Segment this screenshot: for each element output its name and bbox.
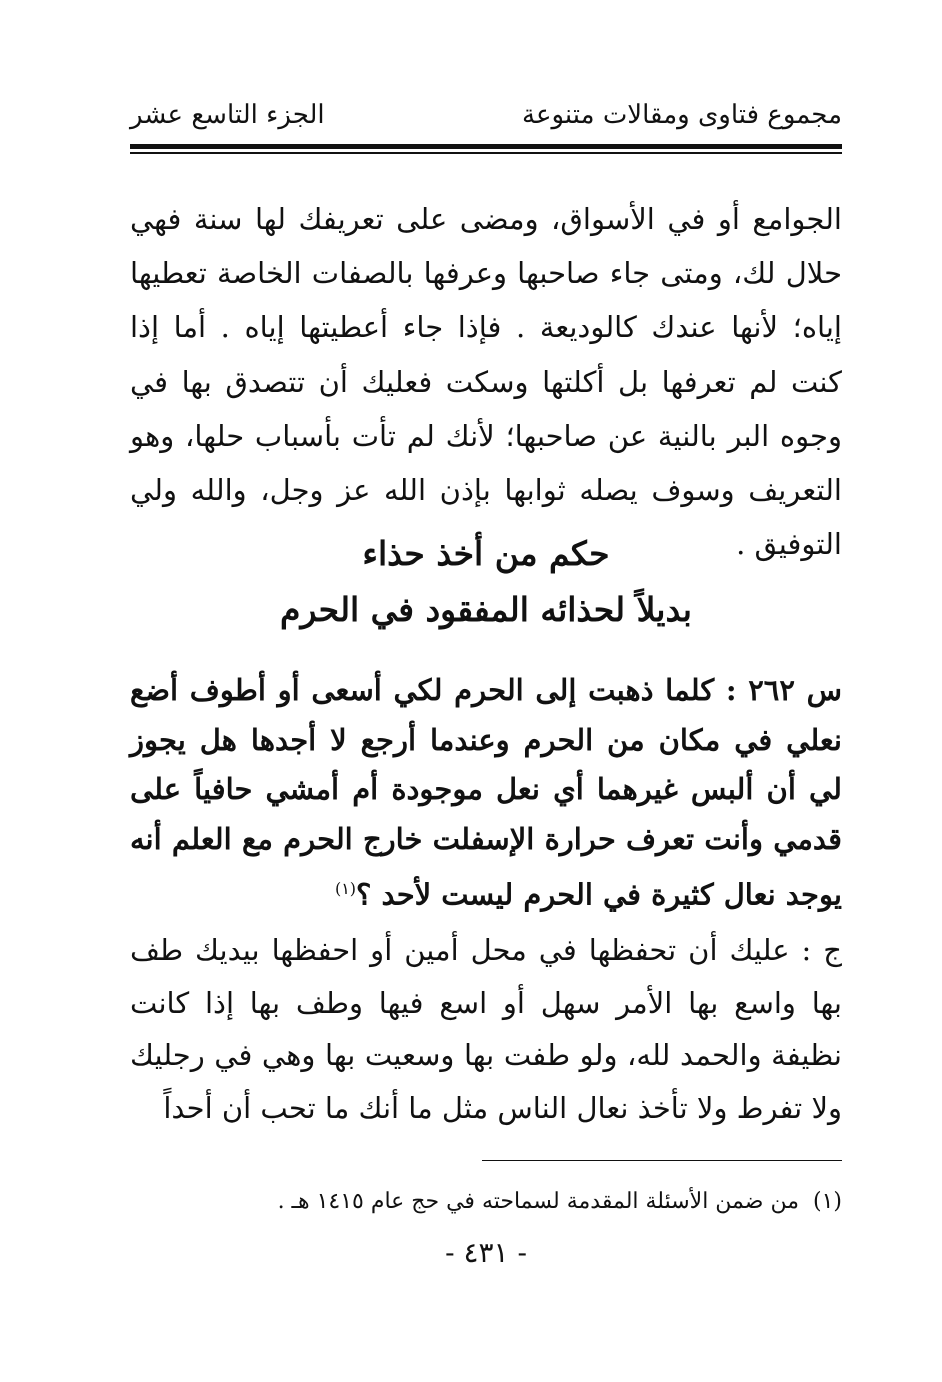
answer-paragraph: ج : عليك أن تحفظها في محل أمين أو احفظها بيديك طف بها واسع بها الأمر سهل أو اسع فيها وطف بها إذا كانت نظيفة والحمد لله، ولو طفت بها وسعيت بها وهي في رجليك ولا تفرط ولا تأخذ نعال الناس مثل ما أنك ما تحب أن أحداً bbox=[130, 933, 842, 1125]
footnote bbox=[130, 1184, 842, 1220]
header-rule-thick bbox=[130, 144, 842, 149]
section-title-line1: حكم من أخذ حذاء bbox=[362, 534, 610, 573]
volume-label: الجزء التاسع عشر bbox=[130, 100, 325, 130]
footnote-marker: (١) bbox=[812, 1189, 842, 1214]
page-number: - ٤٣١ - bbox=[445, 1236, 527, 1269]
footnote-separator bbox=[482, 1160, 842, 1161]
footnote-reference: (١) bbox=[334, 879, 357, 898]
footnote-text: من ضمن الأسئلة المقدمة لسماحته في حج عام ١٤١٥ هـ . bbox=[277, 1189, 799, 1214]
page-header bbox=[130, 100, 842, 140]
section-title-line2: بديلاً لحذائه المفقود في الحرم bbox=[280, 590, 692, 629]
header-rule-thin bbox=[130, 152, 842, 154]
question-paragraph bbox=[130, 666, 842, 920]
intro-paragraph: الجوامع أو في الأسواق، ومضى على تعريفك لها سنة فهي حلال لك، ومتى جاء صاحبها وعرفها بالصفات الخاصة تعطيها إياه؛ لأنها عندك كالوديعة . فإذا جاء أعطيتها إياه . أما إذا كنت لم تعرفها بل أكلتها وسكت فعليك أن تتصدق بها في وجوه البر بالنية عن صاحبها؛ لأنك لم تأت بأسباب حلها، وهو التعريف وسوف يصله ثوابها بإذن الله عز وجل، والله ولي التوفيق . bbox=[130, 202, 842, 562]
book-title: مجموع فتاوى ومقالات متنوعة bbox=[522, 100, 842, 130]
question-text: س ٢٦٢ : كلما ذهبت إلى الحرم لكي أسعى أو أطوف أضع نعلي في مكان من الحرم وعندما أرجع لا أجدها هل يجوز لي أن ألبس غيرهما أي نعل موجودة أم أمشي حافياً على قدمي وأنت تعرف حرارة الإسفلت خارج الحرم مع العلم أنه يوجد نعال كثيرة في الحرم ليست لأحد ؟ bbox=[130, 673, 842, 912]
